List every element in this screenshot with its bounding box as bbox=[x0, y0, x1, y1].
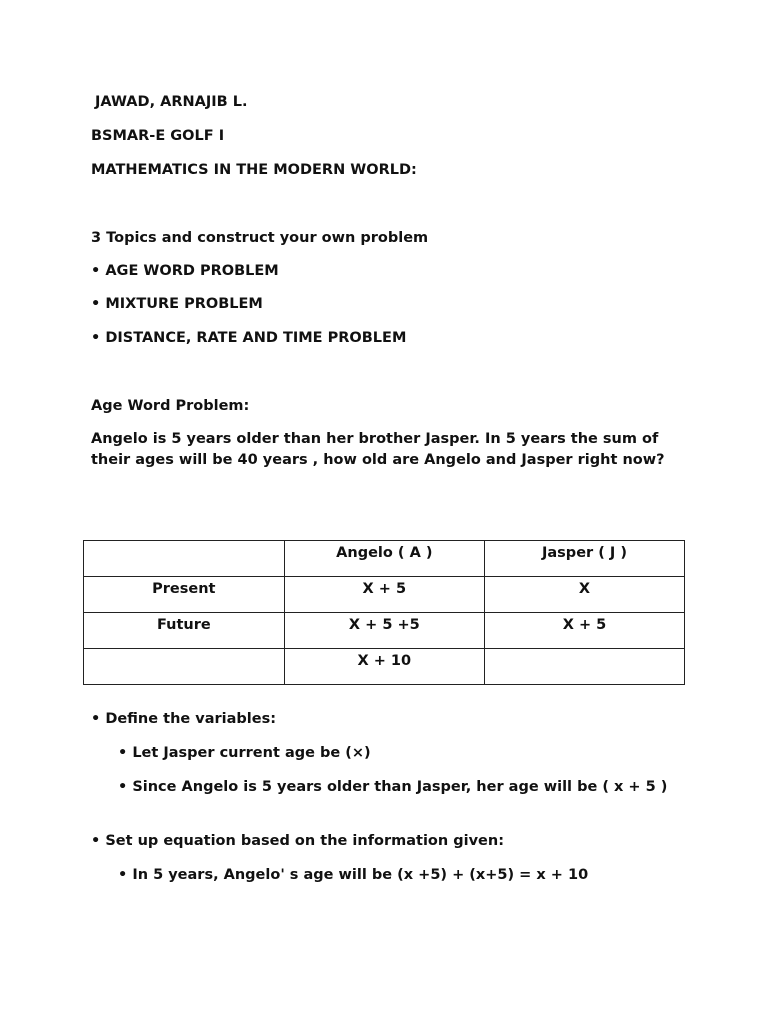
table-cell: X + 5 +5 bbox=[284, 613, 484, 649]
topic-item-mixture: • MIXTURE PROBLEM bbox=[91, 296, 263, 312]
table-cell: X + 5 bbox=[284, 577, 484, 613]
student-name: JAWAD, ARNAJIB L. bbox=[95, 94, 248, 110]
age-problem-statement: Angelo is 5 years older than her brother Jasper. In 5 years the sum of their ages will be 40 years , how old are Angelo and Jasper right now? bbox=[91, 431, 665, 468]
age-problem-heading: Age Word Problem: bbox=[91, 398, 250, 414]
table-cell: Present bbox=[84, 577, 285, 613]
table-header-row bbox=[84, 541, 685, 577]
section-label: BSMAR-E GOLF I bbox=[91, 128, 225, 144]
table-header-cell: Angelo ( A ) bbox=[284, 541, 484, 577]
table-cell: X + 10 bbox=[284, 649, 484, 685]
table-row bbox=[84, 577, 685, 613]
step-since-angelo: • Since Angelo is 5 years older than Jasper, her age will be ( x + 5 ) bbox=[118, 779, 668, 795]
topics-intro: 3 Topics and construct your own problem bbox=[91, 230, 429, 246]
table-cell: Future bbox=[84, 613, 285, 649]
table-cell: X + 5 bbox=[484, 613, 684, 649]
table-cell bbox=[84, 649, 285, 685]
step-let-jasper: • Let Jasper current age be (×) bbox=[118, 745, 371, 761]
table-header-cell bbox=[84, 541, 285, 577]
table-row bbox=[84, 613, 685, 649]
step-setup-equation: • Set up equation based on the information given: bbox=[91, 833, 505, 849]
step-in-5-years: • In 5 years, Angelo' s age will be (x +5) + (x+5) = x + 10 bbox=[118, 867, 589, 883]
topic-item-age: • AGE WORD PROBLEM bbox=[91, 263, 279, 279]
course-title: MATHEMATICS IN THE MODERN WORLD: bbox=[91, 162, 417, 178]
topic-item-distance: • DISTANCE, RATE AND TIME PROBLEM bbox=[91, 330, 407, 346]
table-row bbox=[84, 649, 685, 685]
table-header-cell: Jasper ( J ) bbox=[484, 541, 684, 577]
table-cell: X bbox=[484, 577, 684, 613]
table-cell bbox=[484, 649, 684, 685]
age-table bbox=[83, 540, 685, 685]
step-define-variables: • Define the variables: bbox=[91, 711, 277, 727]
